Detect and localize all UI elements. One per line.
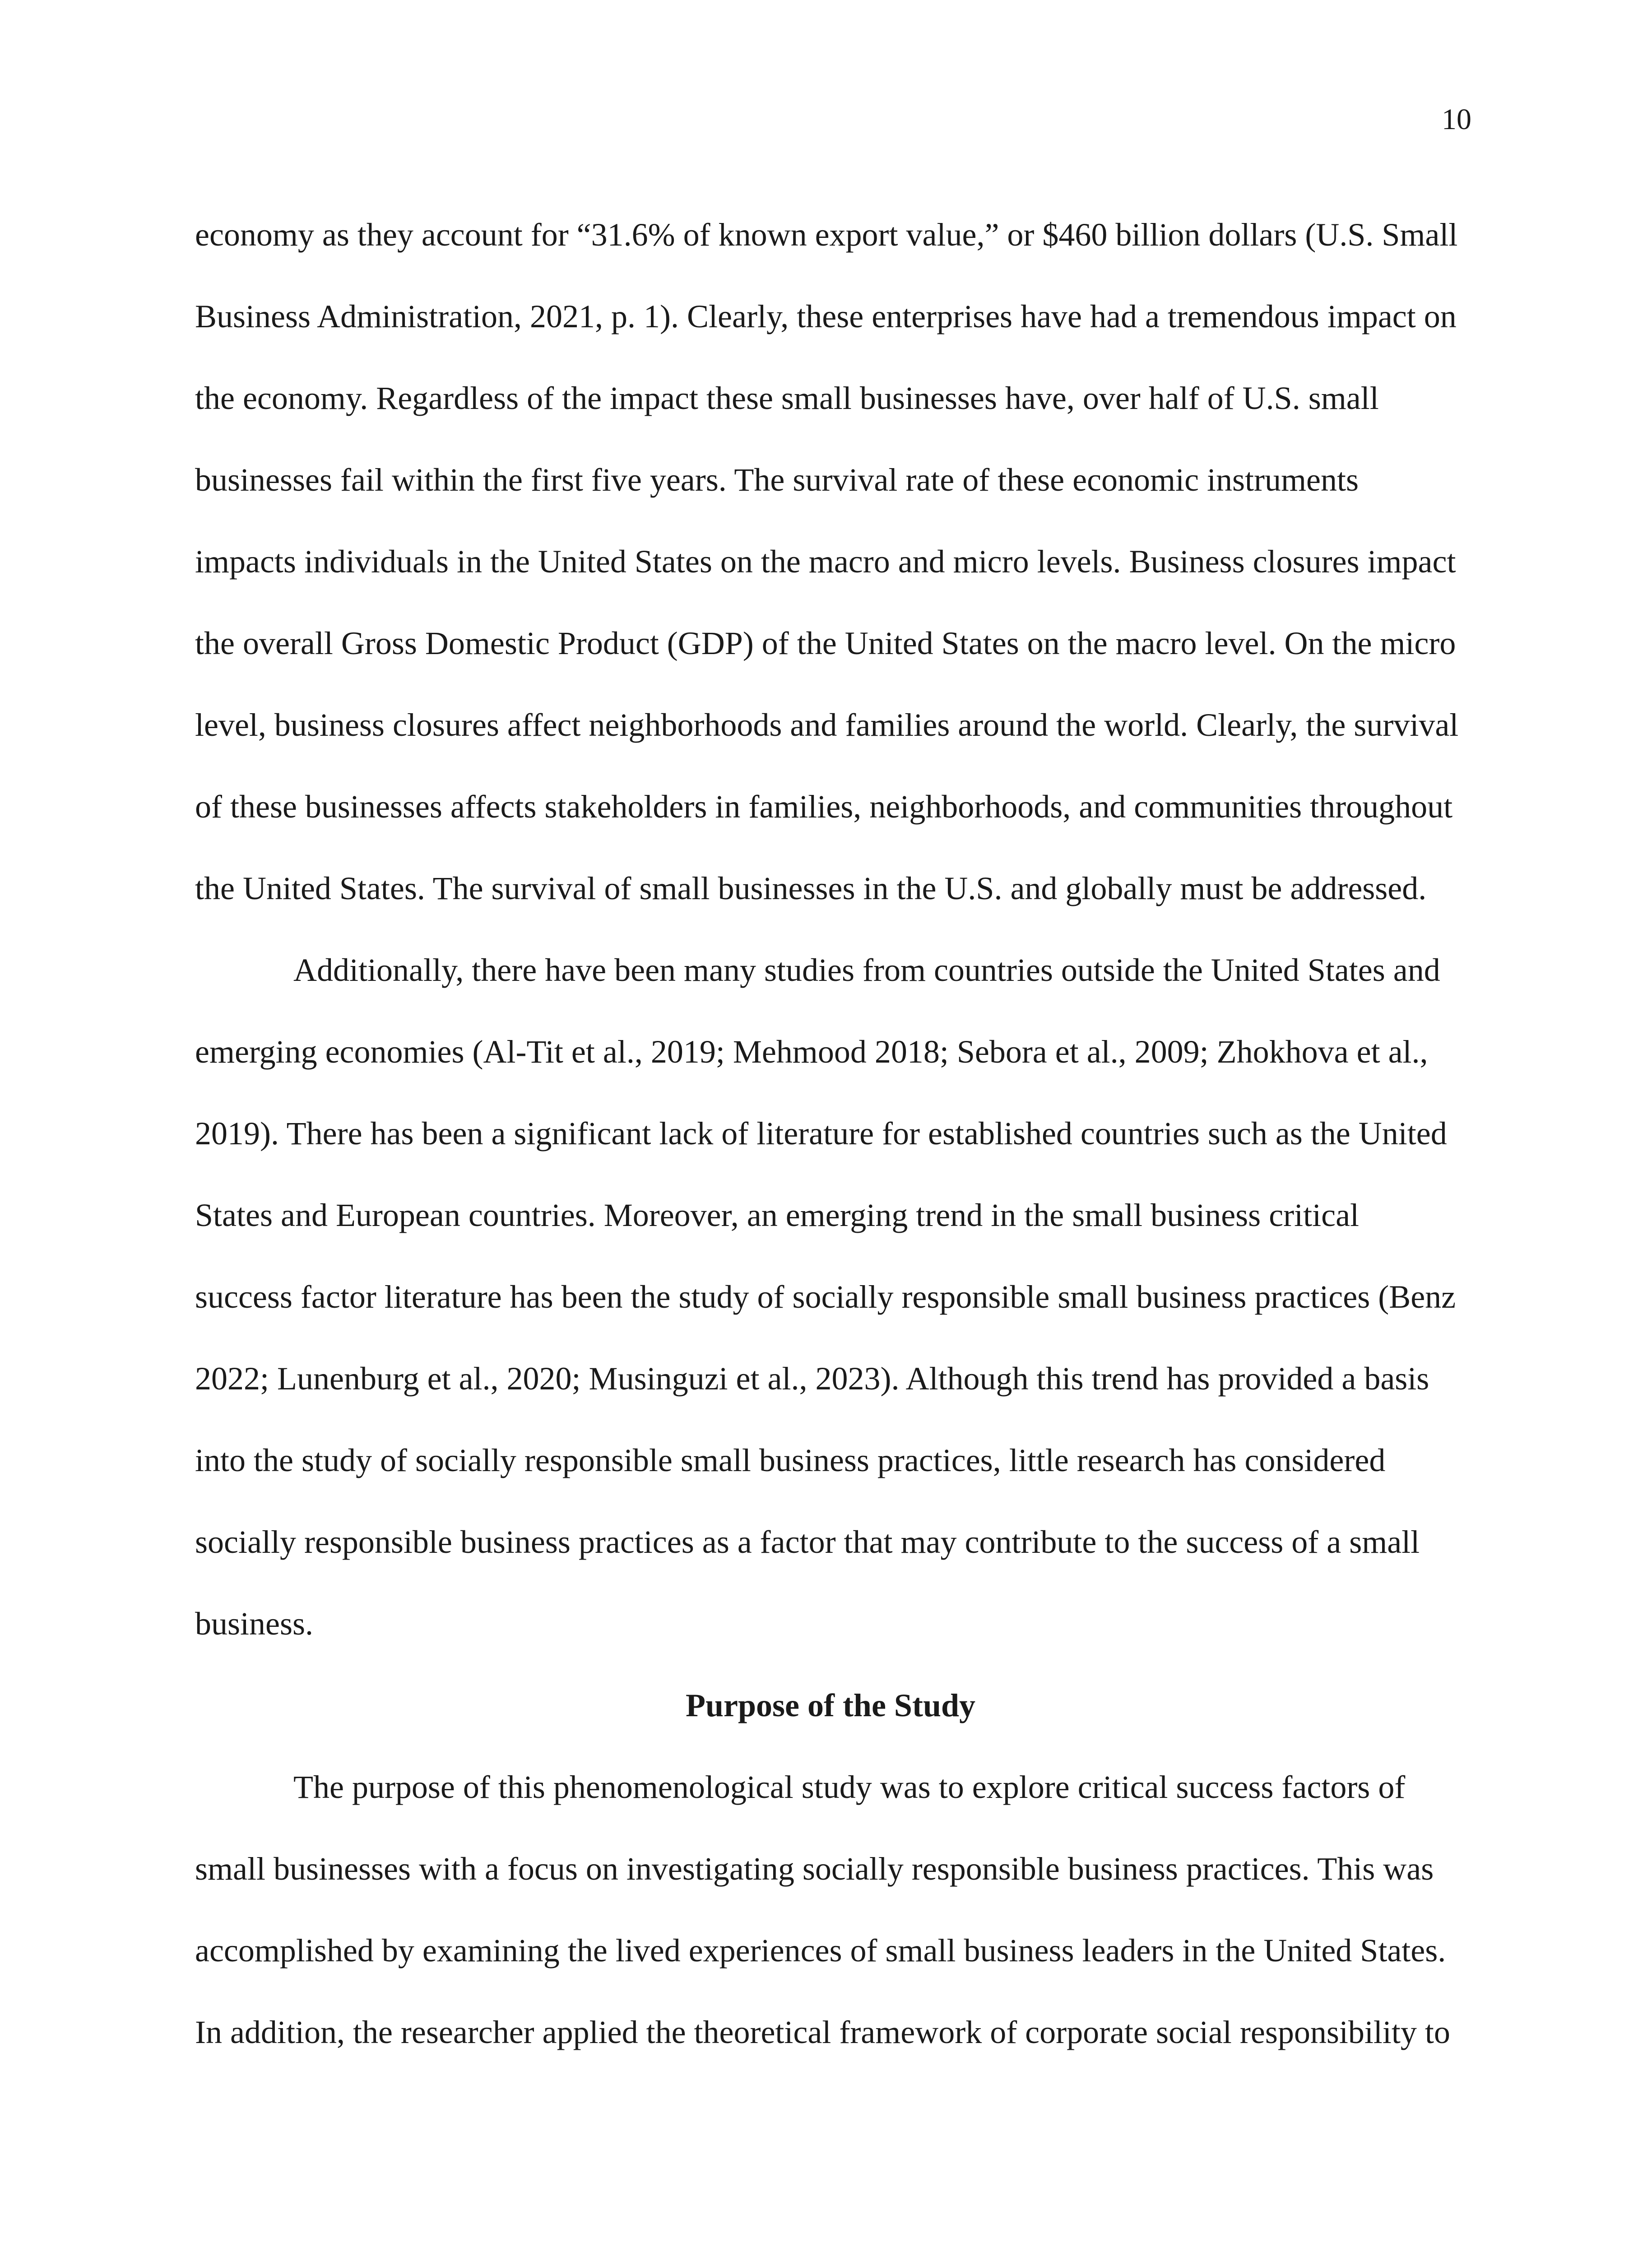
text-line: accomplished by examining the lived experiences of small business leaders in the United States.	[195, 1932, 1446, 1969]
text-line: States and European countries. Moreover, an emerging trend in the small business critical	[195, 1197, 1360, 1233]
text-line: economy as they account for “31.6% of known export value,” or $460 billion dollars (U.S. Small	[195, 217, 1458, 253]
text-line: impacts individuals in the United States on the macro and micro levels. Business closures impact	[195, 543, 1456, 580]
text-line: 2022; Lunenburg et al., 2020; Musinguzi et al., 2023). Although this trend has provided a basis	[195, 1361, 1429, 1397]
text-line: Business Administration, 2021, p. 1). Clearly, these enterprises have had a tremendous impact on	[195, 298, 1457, 334]
text-line: socially responsible business practices as a factor that may contribute to the success of a small	[195, 1524, 1420, 1560]
page-number: 10	[1442, 103, 1471, 136]
body-text	[195, 194, 1466, 2073]
text-line: of these businesses affects stakeholders in families, neighborhoods, and communities throughout	[195, 789, 1453, 825]
text-line: business.	[195, 1606, 314, 1642]
paragraph-first-line: Additionally, there have been many studies from countries outside the United States and	[293, 952, 1440, 988]
paragraph-first-line: The purpose of this phenomenological study was to explore critical success factors of	[293, 1769, 1406, 1805]
text-line: businesses fail within the first five years. The survival rate of these economic instruments	[195, 462, 1359, 498]
text-line: small businesses with a focus on investigating socially responsible business practices. This was	[195, 1851, 1434, 1887]
text-line: In addition, the researcher applied the theoretical framework of corporate social responsibility to	[195, 2014, 1450, 2050]
text-line: success factor literature has been the study of socially responsible small business practices (Benz	[195, 1279, 1456, 1315]
section-heading: Purpose of the Study	[685, 1687, 976, 1723]
text-line: level, business closures affect neighborhoods and families around the world. Clearly, the survival	[195, 707, 1459, 743]
text-line: the United States. The survival of small businesses in the U.S. and globally must be addressed.	[195, 870, 1427, 906]
text-line: emerging economies (Al-Tit et al., 2019; Mehmood 2018; Sebora et al., 2009; Zhokhova et al.,	[195, 1034, 1428, 1070]
text-line: into the study of socially responsible small business practices, little research has considered	[195, 1442, 1386, 1478]
text-line: the economy. Regardless of the impact these small businesses have, over half of U.S. small	[195, 380, 1379, 416]
text-line: 2019). There has been a significant lack of literature for established countries such as the United	[195, 1115, 1447, 1152]
text-line: the overall Gross Domestic Product (GDP) of the United States on the macro level. On the micro	[195, 625, 1456, 661]
